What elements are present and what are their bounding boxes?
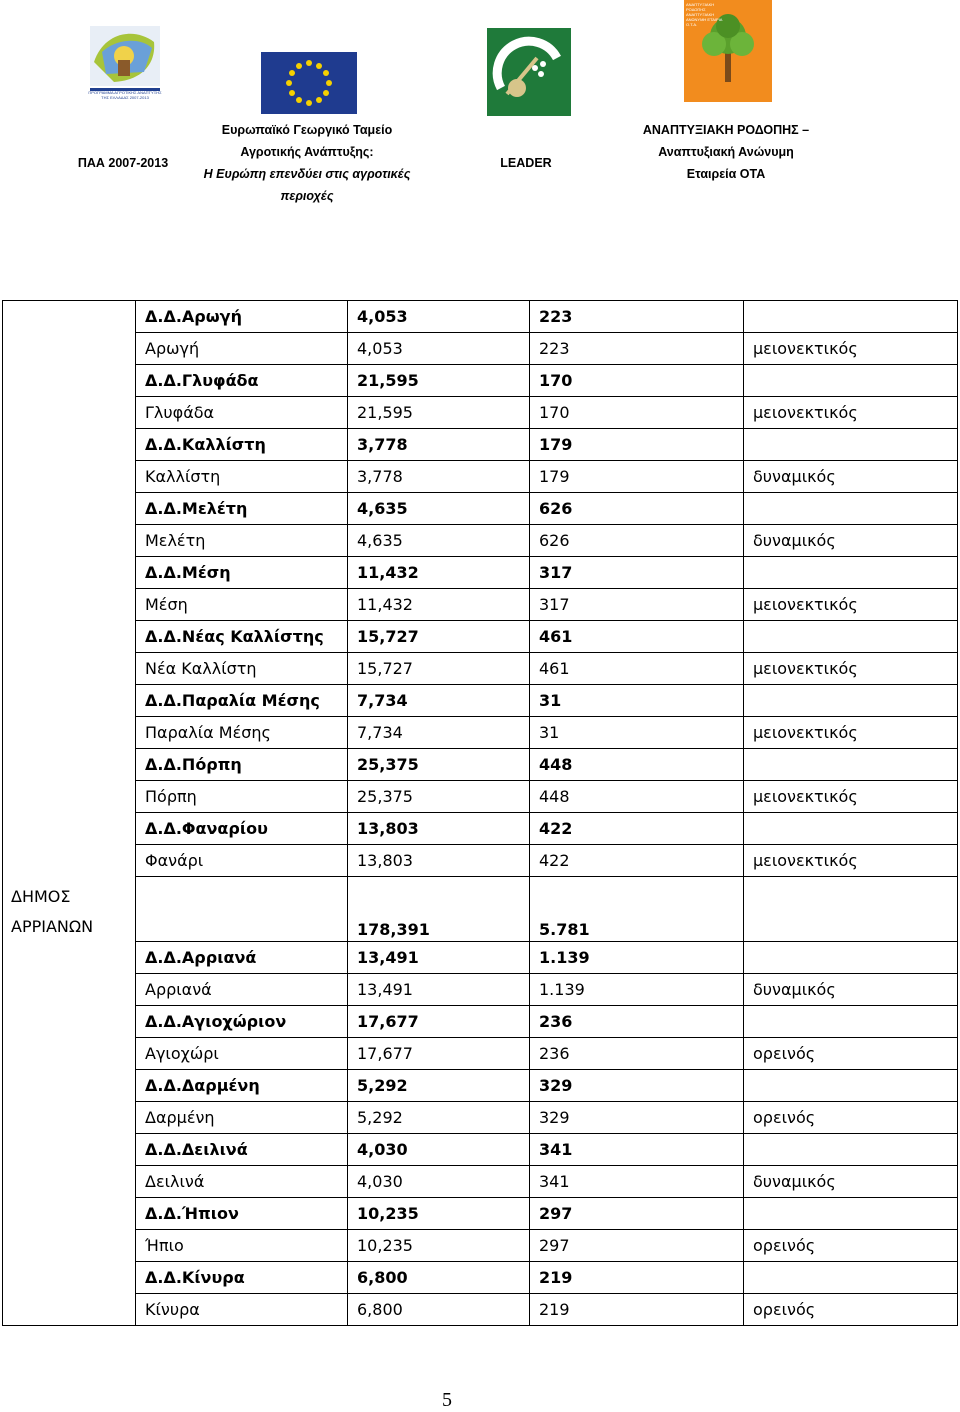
area-type-cell: μειονεκτικός [744, 333, 958, 365]
area-type-cell [744, 1262, 958, 1294]
area-type-cell [744, 429, 958, 461]
area-cell: 6,800 [348, 1262, 530, 1294]
municipality-cell [3, 429, 136, 461]
locality-name-cell: Μέση [136, 589, 348, 621]
locality-name-cell [136, 877, 348, 942]
area-cell: 4,053 [348, 301, 530, 333]
area-type-cell [744, 301, 958, 333]
anaptyxiaki-rodopis-logo [684, 0, 772, 102]
area-cell: 5,292 [348, 1102, 530, 1134]
municipality-cell [3, 525, 136, 557]
locality-name-cell: Δ.Δ.Αγιοχώριον [136, 1006, 348, 1038]
area-cell: 4,053 [348, 333, 530, 365]
municipality-cell [3, 589, 136, 621]
population-cell: 223 [530, 301, 744, 333]
area-type-cell [744, 1070, 958, 1102]
area-cell: 4,030 [348, 1166, 530, 1198]
eu-flag-icon [261, 52, 357, 114]
locality-name-cell: Δ.Δ.Καλλίστη [136, 429, 348, 461]
area-cell: 25,375 [348, 781, 530, 813]
area-cell: 4,635 [348, 493, 530, 525]
municipality-cell [3, 365, 136, 397]
municipality-row [3, 877, 958, 942]
area-cell: 15,727 [348, 653, 530, 685]
leader-logo [487, 28, 571, 116]
table-row [3, 1294, 958, 1326]
municipality-cell [3, 301, 136, 333]
area-type-cell [744, 621, 958, 653]
header-leader-text: LEADER [500, 156, 552, 170]
locality-name-cell: Αγιοχώρι [136, 1038, 348, 1070]
locality-name-cell: Δ.Δ.Πόρπη [136, 749, 348, 781]
villages-table [2, 300, 958, 1326]
table-row [3, 974, 958, 1006]
locality-name-cell: Δ.Δ.Δειλινά [136, 1134, 348, 1166]
municipality-cell [3, 1166, 136, 1198]
area-cell: 13,803 [348, 845, 530, 877]
municipality-cell [3, 1262, 136, 1294]
municipality-cell [3, 781, 136, 813]
municipality-name-cell [3, 877, 136, 942]
header-leader [480, 152, 572, 174]
locality-name-cell: Δ.Δ.Κίνυρα [136, 1262, 348, 1294]
area-cell: 7,734 [348, 717, 530, 749]
table-row [3, 589, 958, 621]
municipality-cell [3, 942, 136, 974]
locality-name-cell: Γλυφάδα [136, 397, 348, 429]
table-row [3, 717, 958, 749]
locality-name-cell: Παραλία Μέσης [136, 717, 348, 749]
population-cell: 179 [530, 429, 744, 461]
area-cell: 6,800 [348, 1294, 530, 1326]
area-type-cell: ορεινός [744, 1102, 958, 1134]
area-type-cell: ορεινός [744, 1294, 958, 1326]
municipality-cell [3, 845, 136, 877]
population-cell: 461 [530, 621, 744, 653]
municipality-area-cell: 178,391 [348, 877, 530, 942]
municipality-cell [3, 621, 136, 653]
locality-name-cell: Μελέτη [136, 525, 348, 557]
municipality-label: ΔΗΜΟΣ [11, 886, 71, 906]
area-cell: 4,030 [348, 1134, 530, 1166]
table-row [3, 1102, 958, 1134]
locality-name-cell: Δειλινά [136, 1166, 348, 1198]
locality-name-cell: Δ.Δ.Νέας Καλλίστης [136, 621, 348, 653]
locality-name-cell: Δαρμένη [136, 1102, 348, 1134]
locality-name-cell: Δ.Δ.Αρριανά [136, 942, 348, 974]
table-row [3, 685, 958, 717]
area-cell: 21,595 [348, 365, 530, 397]
table-row [3, 1262, 958, 1294]
population-cell: 317 [530, 557, 744, 589]
area-cell: 3,778 [348, 429, 530, 461]
municipality-cell [3, 749, 136, 781]
population-cell: 31 [530, 717, 744, 749]
population-cell: 297 [530, 1198, 744, 1230]
table-row [3, 1070, 958, 1102]
table-row [3, 749, 958, 781]
population-cell: 341 [530, 1166, 744, 1198]
population-cell: 297 [530, 1230, 744, 1262]
table-row [3, 942, 958, 974]
municipality-cell [3, 1230, 136, 1262]
area-type-cell: μειονεκτικός [744, 717, 958, 749]
locality-name-cell: Δ.Δ.Παραλία Μέσης [136, 685, 348, 717]
population-cell: 329 [530, 1070, 744, 1102]
municipality-cell [3, 1006, 136, 1038]
page-header [0, 0, 960, 215]
header-eagf [184, 119, 430, 207]
area-type-cell: δυναμικός [744, 1166, 958, 1198]
paa-logo [84, 22, 166, 110]
area-cell: 25,375 [348, 749, 530, 781]
header-anaptyxiaki-line2: Αναπτυξιακή Ανώνυμη [658, 145, 794, 159]
population-cell: 236 [530, 1038, 744, 1070]
table-row [3, 781, 958, 813]
header-anaptyxiaki [616, 119, 836, 185]
area-cell: 13,803 [348, 813, 530, 845]
population-cell: 179 [530, 461, 744, 493]
municipality-cell [3, 1294, 136, 1326]
header-anaptyxiaki-line1: ΑΝΑΠΤΥΞΙΑΚΗ ΡΟΔΟΠΗΣ – [642, 123, 810, 137]
table-row [3, 525, 958, 557]
area-type-cell [744, 493, 958, 525]
table-row [3, 1038, 958, 1070]
area-cell: 10,235 [348, 1198, 530, 1230]
locality-name-cell: Δ.Δ.Μέση [136, 557, 348, 589]
population-cell: 317 [530, 589, 744, 621]
area-cell: 13,491 [348, 942, 530, 974]
area-type-cell [744, 685, 958, 717]
municipality-cell [3, 974, 136, 1006]
population-cell: 219 [530, 1294, 744, 1326]
locality-name-cell: Δ.Δ.Φαναρίου [136, 813, 348, 845]
table-row [3, 429, 958, 461]
population-cell: 422 [530, 813, 744, 845]
table-row [3, 1166, 958, 1198]
table-row [3, 333, 958, 365]
municipality-cell [3, 1038, 136, 1070]
area-type-cell: μειονεκτικός [744, 397, 958, 429]
area-type-cell: μειονεκτικός [744, 653, 958, 685]
area-type-cell: μειονεκτικός [744, 781, 958, 813]
area-cell: 17,677 [348, 1038, 530, 1070]
header-anaptyxiaki-line3: Εταιρεία ΟΤΑ [686, 167, 766, 181]
area-cell: 13,491 [348, 974, 530, 1006]
area-cell: 21,595 [348, 397, 530, 429]
population-cell: 448 [530, 781, 744, 813]
table-row [3, 1134, 958, 1166]
population-cell: 626 [530, 525, 744, 557]
anaptyxiaki-logo-text: ΑΝΑΠΤΥΞΙΑΚΗ ΡΟΔΟΠΗΣ ΑΝΑΠΤΥΞΙΑΚΗ ΑΝΩΝΥΜΗ ΕΤΑΙΡΙΑ Ο.Τ.Α. [686, 2, 723, 27]
municipality-cell [3, 493, 136, 525]
population-cell: 170 [530, 365, 744, 397]
locality-name-cell: Δ.Δ.Δαρμένη [136, 1070, 348, 1102]
population-cell: 236 [530, 1006, 744, 1038]
area-cell: 10,235 [348, 1230, 530, 1262]
page-number: 5 [442, 1389, 452, 1411]
municipality-cell [3, 813, 136, 845]
area-type-cell: ορεινός [744, 1230, 958, 1262]
header-eagf-line1: Ευρωπαϊκό Γεωργικό Ταμείο [221, 123, 393, 137]
municipality-cell [3, 461, 136, 493]
locality-name-cell: Φανάρι [136, 845, 348, 877]
area-type-cell [744, 1198, 958, 1230]
table-row [3, 1198, 958, 1230]
municipality-cell [3, 397, 136, 429]
header-eagf-line2: Αγροτικής Ανάπτυξης: [240, 145, 374, 159]
population-cell: 341 [530, 1134, 744, 1166]
area-cell: 17,677 [348, 1006, 530, 1038]
table-row [3, 461, 958, 493]
population-cell: 422 [530, 845, 744, 877]
area-type-cell: δυναμικός [744, 525, 958, 557]
area-cell: 11,432 [348, 589, 530, 621]
population-cell: 219 [530, 1262, 744, 1294]
villages-table-body [3, 301, 958, 1326]
area-cell: 5,292 [348, 1070, 530, 1102]
table-row [3, 365, 958, 397]
population-cell: 31 [530, 685, 744, 717]
area-type-cell [744, 1006, 958, 1038]
table-row [3, 1230, 958, 1262]
population-cell: 329 [530, 1102, 744, 1134]
table-row [3, 1006, 958, 1038]
eu-flag-logo [261, 52, 357, 114]
area-type-cell: δυναμικός [744, 974, 958, 1006]
population-cell: 1.139 [530, 974, 744, 1006]
locality-name-cell: Δ.Δ.Αρωγή [136, 301, 348, 333]
locality-name-cell: Αρριανά [136, 974, 348, 1006]
area-cell: 4,635 [348, 525, 530, 557]
header-paa [66, 152, 180, 174]
area-type-cell [744, 877, 958, 942]
locality-name-cell: Κίνυρα [136, 1294, 348, 1326]
municipality-cell [3, 557, 136, 589]
table-row [3, 845, 958, 877]
municipality-name: ΑΡΡΙΑΝΩΝ [11, 916, 94, 936]
area-type-cell [744, 365, 958, 397]
locality-name-cell: Ήπιο [136, 1230, 348, 1262]
municipality-cell [3, 685, 136, 717]
header-eagf-line4: περιοχές [280, 189, 334, 203]
table-row [3, 653, 958, 685]
population-cell: 626 [530, 493, 744, 525]
area-type-cell [744, 813, 958, 845]
population-cell: 448 [530, 749, 744, 781]
leader-logo-icon [487, 28, 571, 116]
locality-name-cell: Δ.Δ.Ήπιον [136, 1198, 348, 1230]
population-cell: 170 [530, 397, 744, 429]
table-row [3, 301, 958, 333]
locality-name-cell: Δ.Δ.Γλυφάδα [136, 365, 348, 397]
municipality-cell [3, 1070, 136, 1102]
municipality-cell [3, 333, 136, 365]
area-type-cell [744, 942, 958, 974]
area-cell: 3,778 [348, 461, 530, 493]
area-type-cell [744, 1134, 958, 1166]
area-type-cell [744, 557, 958, 589]
municipality-population-cell: 5.781 [530, 877, 744, 942]
municipality-cell [3, 717, 136, 749]
header-paa-text: ΠΑΑ 2007-2013 [77, 156, 169, 170]
locality-name-cell: Δ.Δ.Μελέτη [136, 493, 348, 525]
population-cell: 223 [530, 333, 744, 365]
table-row [3, 557, 958, 589]
header-eagf-line3: Η Ευρώπη επενδύει στις αγροτικές [203, 167, 411, 181]
paa-logo-text: ΠΡΟΓΡΑΜΜΑ ΑΓΡΟΤΙΚΗΣ ΑΝΑΠΤΥΞΗΣ ΤΗΣ ΕΛΛΑΔΑΣ 2007-2013 [88, 90, 162, 100]
population-cell: 461 [530, 653, 744, 685]
table-row [3, 621, 958, 653]
table-row [3, 813, 958, 845]
area-type-cell: ορεινός [744, 1038, 958, 1070]
area-type-cell [744, 749, 958, 781]
area-cell: 11,432 [348, 557, 530, 589]
area-type-cell: μειονεκτικός [744, 589, 958, 621]
area-type-cell: δυναμικός [744, 461, 958, 493]
table-row [3, 397, 958, 429]
area-type-cell: μειονεκτικός [744, 845, 958, 877]
municipality-cell [3, 1134, 136, 1166]
locality-name-cell: Καλλίστη [136, 461, 348, 493]
locality-name-cell: Νέα Καλλίστη [136, 653, 348, 685]
municipality-cell [3, 1102, 136, 1134]
locality-name-cell: Αρωγή [136, 333, 348, 365]
municipality-cell [3, 1198, 136, 1230]
table-row [3, 493, 958, 525]
population-cell: 1.139 [530, 942, 744, 974]
locality-name-cell: Πόρπη [136, 781, 348, 813]
area-cell: 7,734 [348, 685, 530, 717]
area-cell: 15,727 [348, 621, 530, 653]
municipality-cell [3, 653, 136, 685]
